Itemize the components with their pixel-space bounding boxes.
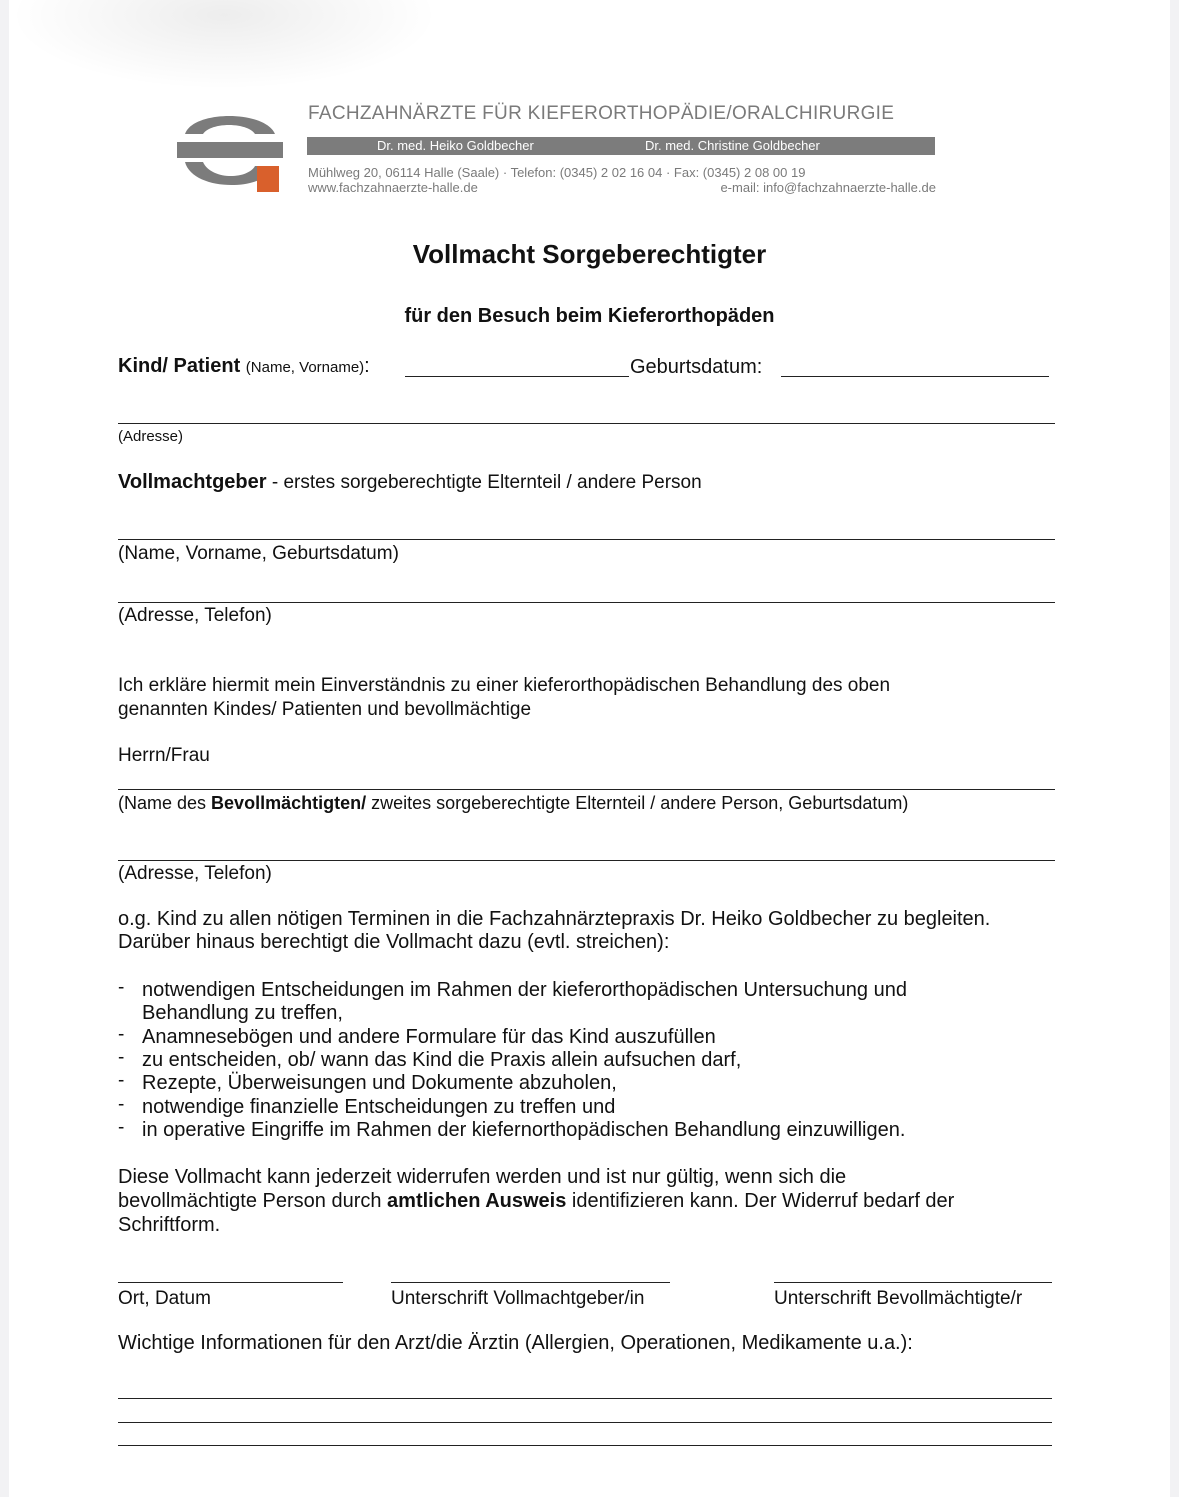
birthdate-label: Geburtsdatum: <box>630 356 763 378</box>
patient-birthdate-field[interactable] <box>781 376 1049 377</box>
bullet-dash: - <box>118 977 125 998</box>
scope-line: Darüber hinaus berechtigt die Vollmacht dazu (evtl. streichen): <box>118 931 670 953</box>
page-shadow <box>9 0 439 90</box>
validity-line: Diese Vollmacht kann jederzeit widerrufen werden und ist nur gültig, wenn sich die <box>118 1166 847 1188</box>
website-link[interactable]: www.fachzahnaerzte-halle.de <box>308 180 478 195</box>
attorney-name-hint: (Name des Bevollmächtigten/ zweites sorgeberechtigte Elternteil / andere Person, Geburtsdatum) <box>118 793 909 813</box>
place-date-field[interactable] <box>118 1282 343 1283</box>
attorney-name-field[interactable] <box>118 789 1055 790</box>
list-item: notwendigen Entscheidungen im Rahmen der kieferorthopädischen Untersuchung und <box>142 979 907 1001</box>
medical-info-field[interactable] <box>118 1422 1052 1423</box>
letterhead-title: FACHZAHNÄRZTE FÜR KIEFERORTHOPÄDIE/ORALCHIRURGIE <box>308 103 895 124</box>
grantor-address-hint: (Adresse, Telefon) <box>118 605 272 626</box>
email-link[interactable]: e-mail: info@fachzahnaerzte-halle.de <box>720 180 936 195</box>
page-title: Vollmacht Sorgeberechtigter <box>412 239 767 269</box>
list-item: Behandlung zu treffen, <box>142 1002 343 1024</box>
doctor-name: Dr. med. Heiko Goldbecher <box>377 138 534 153</box>
list-item: Rezepte, Überweisungen und Dokumente abzuholen, <box>142 1072 617 1094</box>
letterhead-contact <box>308 165 936 180</box>
bullet-dash: - <box>118 1070 125 1091</box>
grantor-address-field[interactable] <box>118 602 1055 603</box>
declaration-line: Ich erkläre hiermit mein Einverständnis zu einer kieferorthopädischen Behandlung des oben <box>118 675 891 696</box>
attorney-signature-field[interactable] <box>774 1282 1052 1283</box>
patient-address-hint: (Adresse) <box>118 428 184 445</box>
grantor-label: Vollmachtgeber - erstes sorgeberechtigte Elternteil / andere Person <box>118 471 702 493</box>
page-subtitle: für den Besuch beim Kieferorthopäden <box>404 305 775 327</box>
grantor-name-hint: (Name, Vorname, Geburtsdatum) <box>118 543 399 564</box>
grantor-signature-field[interactable] <box>391 1282 670 1283</box>
practice-logo <box>175 104 283 196</box>
bullet-dash: - <box>118 1094 125 1115</box>
document-page <box>9 0 1170 1497</box>
attorney-address-hint: (Adresse, Telefon) <box>118 863 272 884</box>
validity-line: bevollmächtigte Person durch amtlichen Ausweis identifizieren kann. Der Widerruf bedarf der <box>118 1190 955 1212</box>
validity-line: Schriftform. <box>118 1214 221 1236</box>
list-item: zu entscheiden, ob/ wann das Kind die Praxis allein aufsuchen darf, <box>142 1049 742 1071</box>
grantor-signature-label: Unterschrift Vollmachtgeber/in <box>391 1288 645 1309</box>
address-phone: Mühlweg 20, 06114 Halle (Saale) · Telefon: (0345) 2 02 16 04 · Fax: (0345) 2 08 00 19 <box>308 165 806 180</box>
medical-info-field[interactable] <box>118 1445 1052 1446</box>
patient-name-field[interactable] <box>405 376 629 377</box>
medical-info-field[interactable] <box>118 1398 1052 1399</box>
attorney-address-field[interactable] <box>118 860 1055 861</box>
declaration-line: genannten Kindes/ Patienten und bevollmächtige <box>118 699 532 720</box>
doctor-name: Dr. med. Christine Goldbecher <box>645 138 820 153</box>
bullet-dash: - <box>118 1117 125 1138</box>
salutation-label: Herrn/Frau <box>118 745 210 766</box>
grantor-name-field[interactable] <box>118 539 1055 540</box>
patient-label: Kind/ Patient (Name, Vorname): <box>118 355 370 377</box>
list-item: notwendige finanzielle Entscheidungen zu treffen und <box>142 1096 616 1118</box>
letterhead-web <box>308 180 936 195</box>
bullet-dash: - <box>118 1024 125 1045</box>
medical-info-label: Wichtige Informationen für den Arzt/die Ärztin (Allergien, Operationen, Medikamente u.a.): <box>118 1332 913 1354</box>
place-date-label: Ort, Datum <box>118 1288 211 1309</box>
scope-line: o.g. Kind zu allen nötigen Terminen in die Fachzahnärztepraxis Dr. Heiko Goldbecher zu begleiten. <box>118 908 991 930</box>
attorney-signature-label: Unterschrift Bevollmächtigte/r <box>774 1288 1023 1309</box>
bullet-dash: - <box>118 1047 125 1068</box>
list-item: in operative Eingriffe im Rahmen der kiefernorthopädischen Behandlung einzuwilligen. <box>142 1119 906 1141</box>
letterhead-doctor-bar <box>307 137 935 155</box>
patient-address-field[interactable] <box>118 423 1055 424</box>
list-item: Anamnesebögen und andere Formulare für das Kind auszufüllen <box>142 1026 716 1048</box>
